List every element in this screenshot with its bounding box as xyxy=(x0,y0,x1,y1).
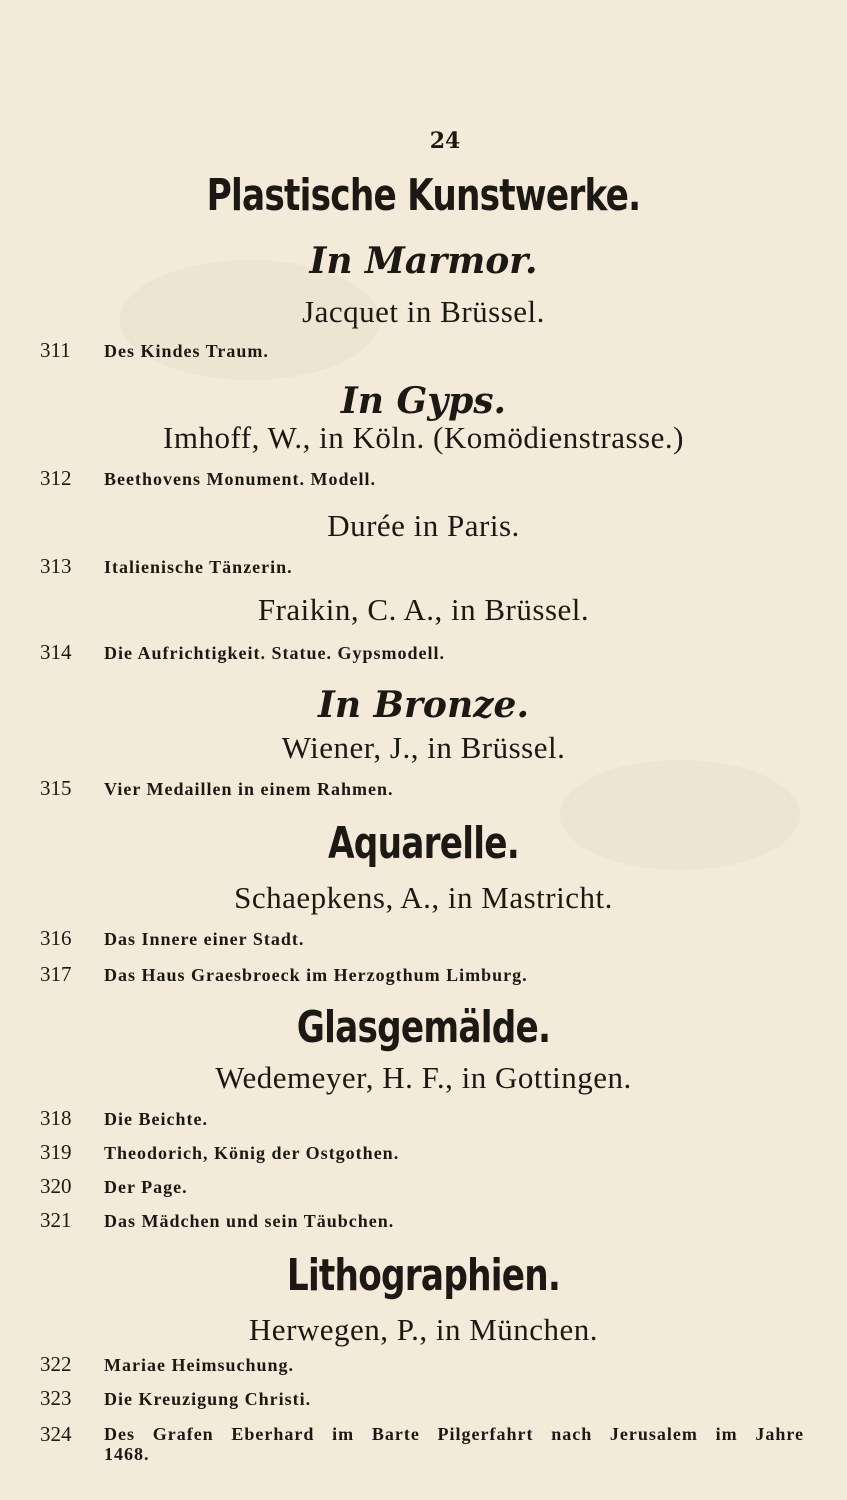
artist-jacquet: Jacquet in Brüssel. xyxy=(302,294,545,329)
entry-title: Das Mädchen und sein Täubchen. xyxy=(104,1211,395,1231)
entry-title: Das Haus Graesbroeck im Herzogthum Limburg. xyxy=(104,965,528,985)
entry-title: Beethovens Monument. Modell. xyxy=(104,469,376,489)
artist-schaepkens: Schaepkens, A., in Mastricht. xyxy=(234,880,613,915)
entry-number: 315 xyxy=(40,776,72,800)
entry-number: 312 xyxy=(40,466,72,490)
section-heading-bronze: In Bronze. xyxy=(317,684,529,726)
list-item xyxy=(40,926,830,951)
section-heading-glasgemaelde: Glasgemälde. xyxy=(296,1002,551,1053)
list-item xyxy=(40,1208,830,1233)
entry-number: 311 xyxy=(40,338,71,362)
list-item xyxy=(40,1106,830,1131)
artist-wedemeyer: Wedemeyer, H. F., in Gottingen. xyxy=(215,1060,632,1095)
artist-duree: Durée in Paris. xyxy=(327,508,520,543)
entry-title: Die Aufrichtigkeit. Statue. Gypsmodell. xyxy=(104,643,445,663)
entry-title: Vier Medaillen in einem Rahmen. xyxy=(104,779,394,799)
entry-number: 313 xyxy=(40,554,72,578)
entry-title: Des Kindes Traum. xyxy=(104,341,269,361)
list-item xyxy=(40,1140,830,1165)
list-item xyxy=(40,1386,830,1411)
section-heading-aquarelle: Aquarelle. xyxy=(328,818,519,869)
entry-number: 324 xyxy=(40,1422,72,1446)
entry-number: 321 xyxy=(40,1208,72,1232)
list-item xyxy=(40,1424,830,1464)
entry-title: Der Page. xyxy=(104,1177,188,1197)
entry-title: Mariae Heimsuchung. xyxy=(104,1355,294,1375)
entry-number: 316 xyxy=(40,926,72,950)
entry-title: Die Kreuzigung Christi. xyxy=(104,1389,312,1409)
section-heading-marmor: In Marmor. xyxy=(309,240,538,282)
artist-imhoff: Imhoff, W., in Köln. (Komödienstrasse.) xyxy=(163,420,684,455)
list-item xyxy=(40,962,830,987)
entry-number: 320 xyxy=(40,1174,72,1198)
page-title: Plastische Kunstwerke. xyxy=(206,170,641,221)
entry-title: Italienische Tänzerin. xyxy=(104,557,293,577)
entry-number: 318 xyxy=(40,1106,72,1130)
artist-wiener: Wiener, J., in Brüssel. xyxy=(281,730,566,765)
entry-title: Das Innere einer Stadt. xyxy=(104,929,305,949)
entry-number: 317 xyxy=(40,962,72,986)
list-item xyxy=(40,776,830,801)
entry-number: 319 xyxy=(40,1140,72,1164)
entry-number: 323 xyxy=(40,1386,72,1410)
entry-title: Die Beichte. xyxy=(104,1109,208,1129)
entry-title: Theodorich, König der Ostgothen. xyxy=(104,1143,400,1163)
page-number: 24 xyxy=(429,128,461,154)
artist-fraikin: Fraikin, C. A., in Brüssel. xyxy=(257,592,590,627)
list-item xyxy=(40,338,830,363)
entry-title: Des Grafen Eberhard im Barte Pilgerfahrt nach Jerusalem im Jahre 1468. xyxy=(104,1424,804,1464)
entry-number: 314 xyxy=(40,640,72,664)
list-item xyxy=(40,1174,830,1199)
list-item xyxy=(40,554,830,579)
entry-number: 322 xyxy=(40,1352,72,1376)
list-item xyxy=(40,640,830,665)
list-item xyxy=(40,466,830,491)
section-heading-lithographien: Lithographien. xyxy=(286,1250,561,1301)
list-item xyxy=(40,1352,830,1377)
artist-herwegen: Herwegen, P., in München. xyxy=(248,1312,599,1347)
section-heading-gyps: In Gyps. xyxy=(340,380,507,422)
